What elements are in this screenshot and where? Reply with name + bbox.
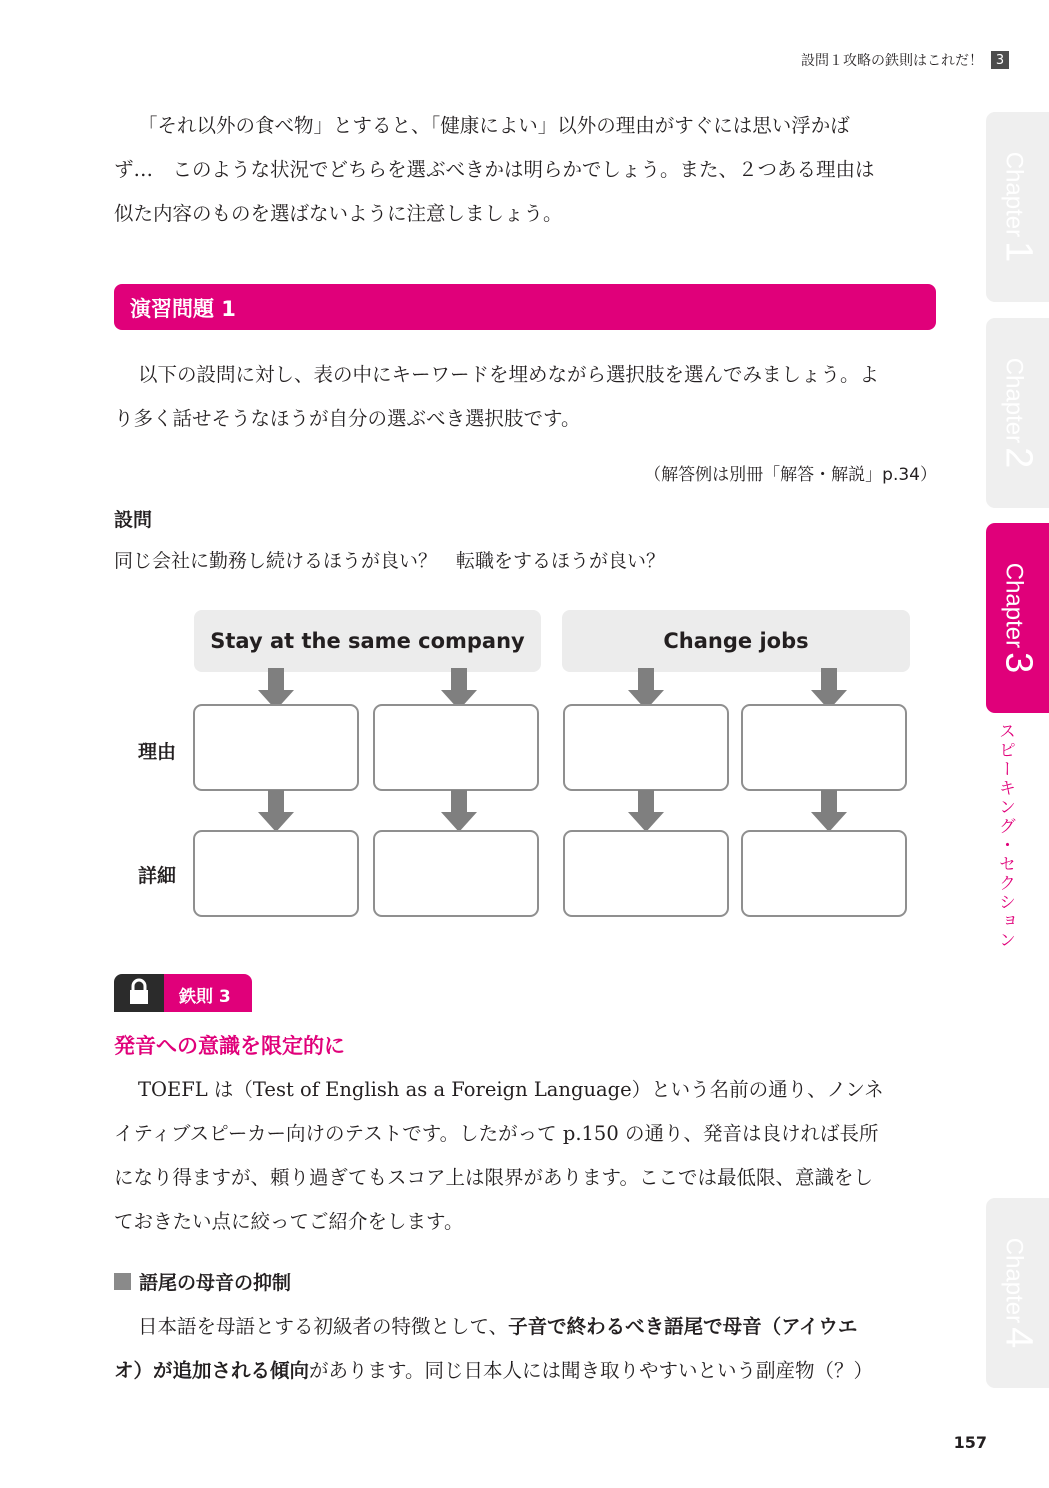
detail-box[interactable] [563, 830, 729, 917]
intro-paragraph [114, 104, 936, 236]
down-arrow-icon [628, 790, 664, 832]
question-heading: 設問 [114, 509, 153, 531]
section-label: スピーキング・セクション [995, 722, 1015, 950]
running-head [801, 50, 1009, 70]
tab-number: 1 [997, 241, 1040, 263]
text-line: 「それ以外の食べ物」とすると、「健康によい」以外の理由がすぐには思い浮かば [138, 114, 850, 137]
tab-word: Chapter [1000, 357, 1028, 444]
detail-box[interactable] [373, 830, 539, 917]
tab-chapter-4[interactable] [986, 1198, 1049, 1388]
emphasis-text: 子音で終わるべき語尾で母音（アイウエ [508, 1315, 858, 1338]
exercise-title-bar [114, 284, 936, 330]
text-line: ておきたい点に絞ってご紹介をします。 [114, 1210, 464, 1233]
lock-icon-bg [114, 974, 164, 1012]
rule-tag [114, 974, 252, 1012]
tab-chapter-3[interactable] [986, 523, 1049, 713]
down-arrow-icon [811, 790, 847, 832]
detail-box[interactable] [193, 830, 359, 917]
reason-box[interactable] [193, 704, 359, 791]
option-change-header [562, 610, 910, 672]
text-line: イティブスピーカー向けのテストです。したがって p.150 の通り、発音は良ければ長所 [114, 1122, 879, 1145]
tab-chapter-2[interactable] [986, 318, 1049, 508]
lock-icon [114, 974, 164, 1012]
row-label-reason: 理由 [138, 741, 177, 763]
tab-number: 3 [997, 652, 1040, 674]
rule-title: 発音への意識を限定的に [114, 1034, 345, 1058]
reason-box[interactable] [741, 704, 907, 791]
exercise-instructions [114, 353, 936, 441]
text-line [114, 1349, 936, 1393]
option-stay-label: Stay at the same company [210, 629, 525, 653]
subsection-heading-text: 語尾の母音の抑制 [139, 1272, 292, 1294]
tab-number: 2 [997, 447, 1040, 469]
exercise-title: 演習問題 1 [130, 297, 236, 321]
tab-chapter-1[interactable] [986, 112, 1049, 302]
tab-word: Chapter [1000, 562, 1028, 649]
down-arrow-icon [258, 790, 294, 832]
option-change-label: Change jobs [663, 629, 809, 653]
text-run: 日本語を母語とする初級者の特徴として、 [138, 1315, 509, 1338]
text-line: 以下の設問に対し、表の中にキーワードを埋めながら選択肢を選んでみましょう。よ [138, 363, 880, 386]
option-stay-header [194, 610, 541, 672]
subsection-paragraph [114, 1305, 936, 1393]
question-text: 同じ会社に勤務し続けるほうが良い？ 転職をするほうが良い？ [114, 550, 666, 572]
tab-word: Chapter [1000, 151, 1028, 238]
rule-paragraph [114, 1068, 936, 1244]
text-line: り多く話せそうなほうが自分の選ぶべき選択肢です。 [114, 407, 581, 430]
chapter-number-badge: 3 [991, 51, 1009, 69]
subsection-heading [114, 1268, 291, 1295]
tab-number: 4 [997, 1327, 1040, 1349]
text-line [114, 1305, 936, 1349]
page-number: 157 [953, 1433, 987, 1452]
row-label-detail: 詳細 [138, 865, 177, 887]
tab-word: Chapter [1000, 1237, 1028, 1324]
reason-box[interactable] [563, 704, 729, 791]
rule-tag-label-bg [164, 974, 252, 1012]
running-title: 設問１攻略の鉄則はこれだ！ [801, 53, 983, 69]
answer-reference: （解答例は別冊「解答・解説」p.34） [644, 465, 937, 485]
emphasis-text: オ）が追加される傾向 [114, 1359, 310, 1382]
reason-box[interactable] [373, 704, 539, 791]
text-line: ず… このような状況でどちらを選ぶべきかは明らかでしょう。また、２つある理由は [114, 158, 875, 181]
text-line: になり得ますが、頼り過ぎてもスコア上は限界があります。ここでは最低限、意識をし [114, 1166, 873, 1189]
square-bullet-icon [114, 1273, 131, 1290]
rule-tag-label: 鉄則 3 [179, 987, 231, 1007]
text-line: 似た内容のものを選ばないように注意しましょう。 [114, 202, 563, 225]
down-arrow-icon [441, 790, 477, 832]
text-line: TOEFL は（Test of English as a Foreign Language）という名前の通り、ノンネ [138, 1078, 884, 1101]
detail-box[interactable] [741, 830, 907, 917]
text-run: があります。同じ日本人には聞き取りやすいという副産物（？） [309, 1359, 873, 1382]
